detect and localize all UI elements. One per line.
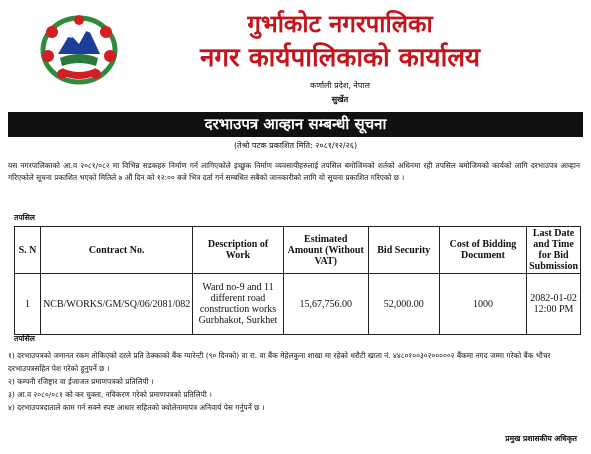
notice-title-banner: दरभाउपत्र आव्हान सम्बन्धी सूचना xyxy=(8,112,583,137)
col-header-bid-security: Bid Security xyxy=(368,227,439,274)
table-header-row xyxy=(15,227,581,274)
col-header-doc-cost: Cost of Bidding Document xyxy=(439,227,526,274)
municipality-emblem-icon xyxy=(38,10,120,86)
section-label-conditions: तपसिल xyxy=(14,334,35,343)
table-row xyxy=(15,274,581,335)
location-line: सुर्खेत xyxy=(331,95,349,104)
conditions-list xyxy=(8,349,586,414)
cell-sn: 1 xyxy=(15,274,41,335)
list-item: २) कम्पनी रजिष्ट्रार वा ईजाजत प्रमाणपत्रको प्रतिलिपी । xyxy=(8,377,154,386)
signature-title: प्रमुख प्रशासकीय अधिकृत xyxy=(505,434,577,443)
list-item: १) दरभाउपत्रको जमानत रकम तोकिएको दरले प्रति ठेक्काको बैंक ग्यारेन्टी (९० दिनको) वा रा. वा बैंक मेहेलकुना शाखा मा रहेको धरौटी खाता नं. ४४८०१००३०२०००००२ बैंकमा नगद जम्मा गरेको बैंक भौचर दरभाउपत्रसहित पेश गरेको हुनुपर्ने छ । xyxy=(8,351,551,373)
col-header-sn: S. N xyxy=(15,227,41,274)
cell-deadline: 2082-01-02 12:00 PM xyxy=(527,274,581,335)
section-label-schedule: तपसिल xyxy=(14,213,35,222)
cell-bid-security: 52,000.00 xyxy=(368,274,439,335)
list-item: ३) आ.व २०८०/०८१ को कर चुक्ता, नविकरण गरेको प्रमाणपत्रको प्रतिलिपी । xyxy=(8,390,212,399)
cell-doc-cost: 1000 xyxy=(439,274,526,335)
intro-paragraph: यस नगरपालिकाको आ.व २०८१/०८२ मा विभिन्न सडकहरु निर्माण गर्न लागिएकोले इच्छुक निर्माण व्यवसायीहरुलाई तपसिल बमोजिमको शर्तको अधिनमा रही तपसिल बमोजिमको कार्यको लागि दरभाउपत्र आव्हान गरिएकोले सूचना प्रकाशित भएको मितिले ७ औं दिन को १२:०० बजे भित्र दर्ता गर्न सम्बधित सबैको जानकारीको लागि यो सूचना प्रकाशित गरिएको छ । xyxy=(8,161,580,182)
list-item: ४) दरभाउपत्रदाताले काम गर्न सक्ने स्पष्ट आधार सहितको क्वोलेनामापत्र अनिवार्य पेस गर्नुपर्ने छ । xyxy=(8,403,265,412)
bid-table xyxy=(14,226,581,335)
publish-date: (तेश्रो पटक प्रकाशित मिति: २०८१/१२/२६) xyxy=(233,141,358,150)
col-header-estimate: Estimated Amount (Without VAT) xyxy=(283,227,368,274)
cell-description: Ward no-9 and 11 different road construction works Gurbhakot, Surkhet xyxy=(193,274,283,335)
col-header-contract: Contract No. xyxy=(41,227,193,274)
col-header-description: Description of Work xyxy=(193,227,283,274)
cell-contract: NCB/WORKS/GM/SQ/06/2081/082 xyxy=(41,274,193,335)
col-header-deadline: Last Date and Time for Bid Submission xyxy=(527,227,581,274)
municipality-name: गुर्भाकोट नगरपालिका xyxy=(247,10,433,38)
cell-estimate: 15,67,756.00 xyxy=(283,274,368,335)
office-name: नगर कार्यपालिकाको कार्यालय xyxy=(199,43,481,73)
province-line: कर्णाली प्रदेश, नेपाल xyxy=(310,81,370,90)
